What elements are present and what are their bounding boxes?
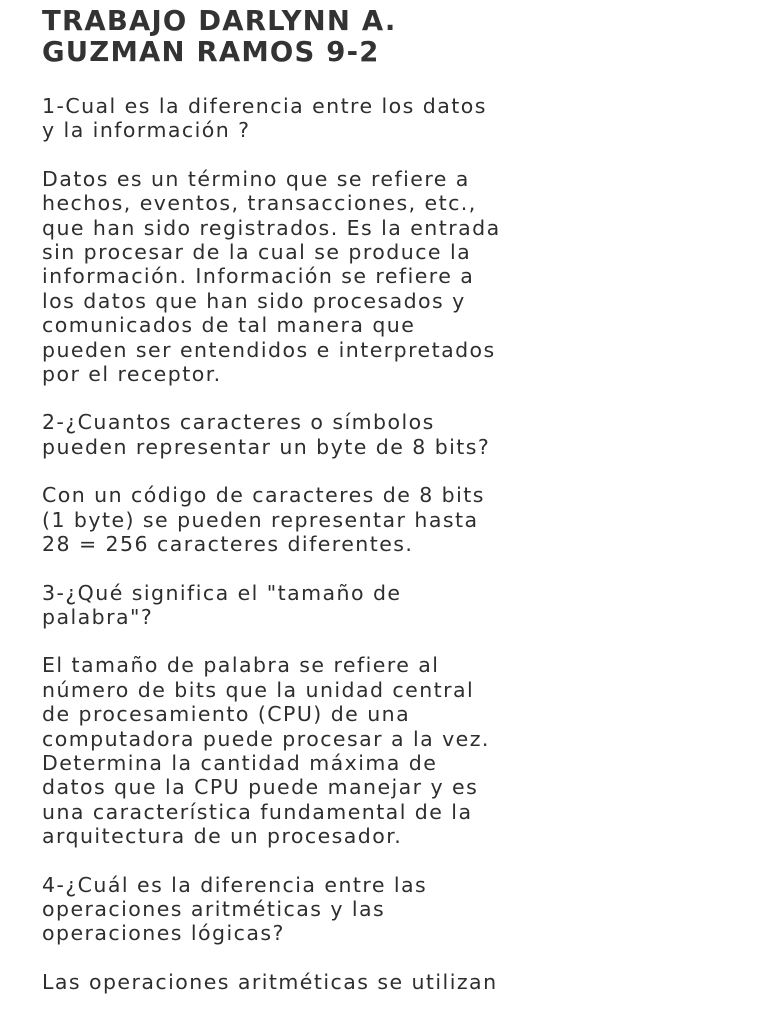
question-4: 4-¿Cuál es la diferencia entre las operaciones aritméticas y las operaciones lógicas? <box>42 872 428 946</box>
question-2: 2-¿Cuantos caracteres o símbolos pueden representar un byte de 8 bits? <box>42 410 491 459</box>
answer-2: Con un código de caracteres de 8 bits (1 byte) se pueden representar hasta 28 = 256 caracteres diferentes. <box>42 483 485 557</box>
document-title: TRABAJO DARLYNN A. GUZMAN RAMOS 9-2 <box>42 5 397 68</box>
answer-3: El tamaño de palabra se refiere al número de bits que la unidad central de procesamiento (CPU) de una computadora puede procesar a la vez. Determina la cantidad máxima de datos que la CPU puede manejar y es una característica fundamental de la arquitectura de un procesador. <box>42 653 490 849</box>
answer-4: Las operaciones aritméticas se utilizan <box>42 969 498 994</box>
question-1: 1-Cual es la diferencia entre los datos y la información ? <box>42 94 487 143</box>
question-3: 3-¿Qué significa el "tamaño de palabra"? <box>42 580 402 629</box>
answer-1: Datos es un término que se refiere a hechos, eventos, transacciones, etc., que han sido registrados. Es la entrada sin procesar de la cual se produce la información. Información se refiere a los datos que han sido procesados y comunicados de tal manera que pueden ser entendidos e interpretados por el receptor. <box>42 166 501 387</box>
